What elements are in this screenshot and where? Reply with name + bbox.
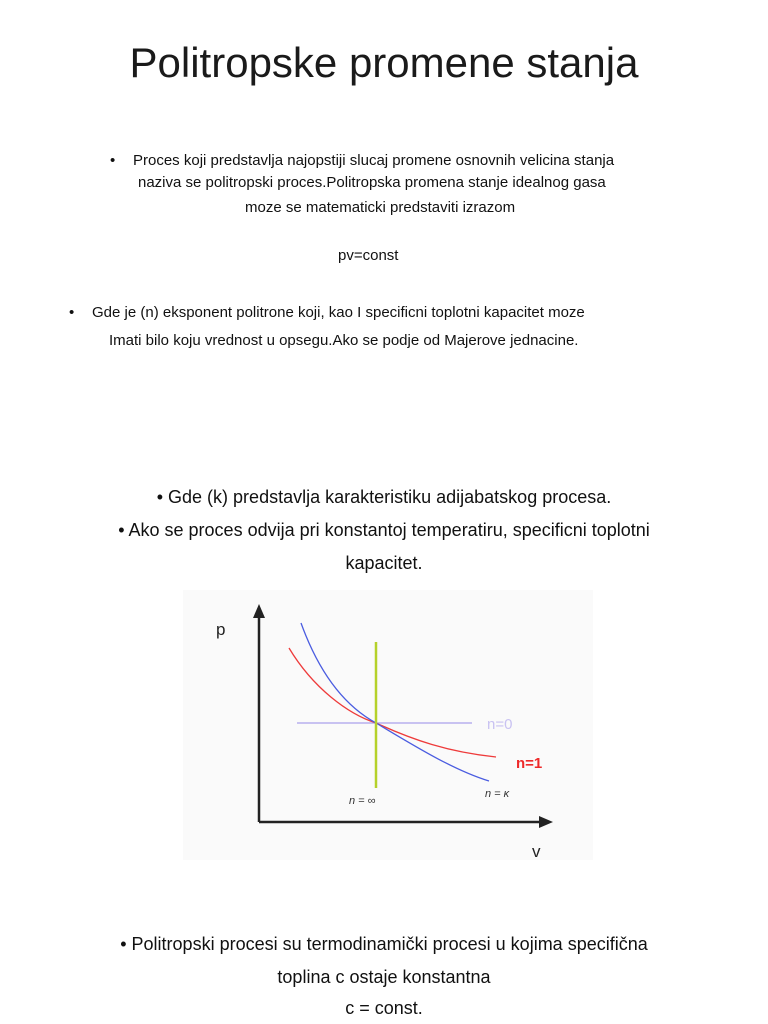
polytropic-chart bbox=[183, 590, 593, 860]
para3-line3: kapacitet. bbox=[345, 553, 423, 573]
page-title: Politropske promene stanja bbox=[129, 39, 639, 86]
label-n1: n=1 bbox=[516, 755, 543, 772]
label-ninf: n = ∞ bbox=[349, 795, 376, 807]
para1-line1: Proces koji predstavlja najopstiji slucaj promene osnovnih velicina stanja bbox=[133, 152, 615, 169]
bullet-1: • bbox=[110, 152, 116, 169]
para2-line2: Imati bilo koju vrednost u opsegu.Ako se podje od Majerove jednacine. bbox=[109, 332, 579, 349]
para3-line1: • Gde (k) predstavlja karakteristiku adijabatskog procesa. bbox=[156, 487, 612, 507]
para1-line3: moze se matematicki predstaviti izrazom bbox=[245, 199, 516, 216]
para4-line2: toplina c ostaje konstantna bbox=[277, 967, 491, 987]
formula-pv-const: pv=const bbox=[338, 247, 399, 264]
para2-line1: Gde je (n) eksponent politrone koji, kao I specificni toplotni kapacitet moze bbox=[92, 304, 585, 321]
y-axis-label: p bbox=[216, 620, 226, 639]
x-axis-label: v bbox=[532, 842, 541, 860]
para1-line2: naziva se politropski proces.Politropska promena stanje idealnog gasa bbox=[138, 174, 606, 191]
chart-svg bbox=[183, 590, 593, 860]
para3-line2: • Ako se proces odvija pri konstantoj temperatiru, specificni toplotni bbox=[118, 520, 650, 540]
label-nkappa: n = κ bbox=[485, 788, 510, 800]
bullet-2: • bbox=[69, 304, 75, 321]
para4-line3: c = const. bbox=[345, 998, 423, 1018]
label-n0: n=0 bbox=[487, 716, 513, 733]
para4-line1: • Politropski procesi su termodinamički procesi u kojima specifična bbox=[120, 934, 648, 954]
